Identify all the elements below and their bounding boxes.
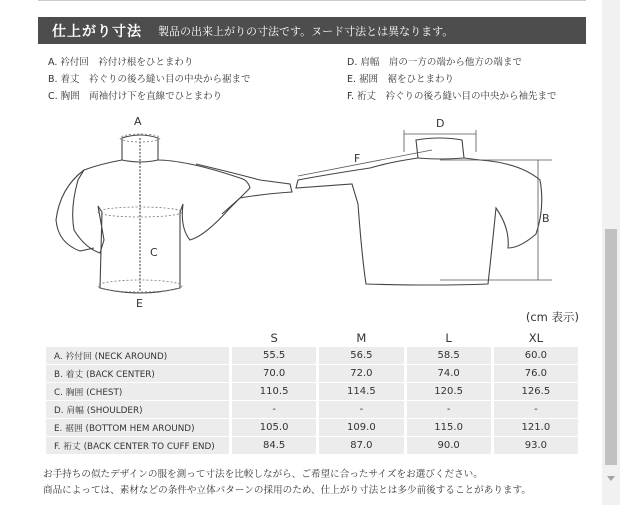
table-cell: 109.0 [319, 419, 403, 436]
label-a: A [134, 115, 142, 128]
table-row [46, 401, 578, 418]
row-label: B. 着丈 (BACK CENTER) [46, 365, 229, 382]
label-b: B [542, 212, 550, 225]
size-header-s: S [270, 330, 278, 345]
table-cell: 87.0 [319, 437, 403, 454]
note-line-1: お手持ちの似たデザインの服を測って寸法を比較しながら、ご希望に合ったサイズをお選びください。 [43, 469, 483, 480]
table-cell: 90.0 [407, 437, 491, 454]
label-c: C [150, 246, 158, 259]
table-cell: 114.5 [319, 383, 403, 400]
table-cell: 121.0 [494, 419, 578, 436]
label-f: F [354, 152, 361, 165]
top-divider [38, 0, 586, 1]
label-d: D [436, 117, 445, 130]
table-cell: - [494, 401, 578, 418]
table-cell: 105.0 [232, 419, 316, 436]
table-cell: - [232, 401, 316, 418]
table-row [46, 419, 578, 436]
row-label: F. 裄丈 (BACK CENTER TO CUFF END) [46, 437, 229, 454]
definition-a: A. 衿付回 衿付け根をひとまわり [48, 57, 194, 68]
row-label: D. 肩幅 (SHOULDER) [46, 401, 229, 418]
definition-c: C. 胸囲 両袖付け下を直線でひとまわり [48, 91, 223, 102]
row-label: E. 裾囲 (BOTTOM HEM AROUND) [46, 419, 229, 436]
table-cell: 56.5 [319, 347, 403, 364]
definition-f: F. 裄丈 衿ぐりの後ろ縫い目の中央から袖先まで [347, 91, 557, 102]
table-cell: 110.5 [232, 383, 316, 400]
vertical-scrollbar[interactable] [602, 0, 620, 505]
definitions-right [347, 54, 556, 105]
table-row [46, 347, 578, 364]
table-cell: 74.0 [407, 365, 491, 382]
table-row [46, 365, 578, 382]
definition-b: B. 着丈 衿ぐりの後ろ縫い目の中央から裾まで [48, 74, 251, 85]
note-line-2: 商品によっては、素材などの条件や立体パターンの採用のため、仕上がり寸法とは多少前後することがあります。 [43, 485, 531, 496]
table-cell: 115.0 [407, 419, 491, 436]
table-row [46, 383, 578, 400]
row-label: C. 胸囲 (CHEST) [46, 383, 229, 400]
section-title: 仕上がり寸法 [52, 23, 142, 40]
scroll-down-arrow-icon[interactable] [607, 476, 615, 481]
table-cell: - [319, 401, 403, 418]
table-cell: 84.5 [232, 437, 316, 454]
table-cell: 55.5 [232, 347, 316, 364]
back-measure-guides [298, 130, 552, 280]
table-cell: 70.0 [232, 365, 316, 382]
scrollbar-thumb[interactable] [605, 229, 617, 465]
row-label: A. 衿付回 (NECK AROUND) [46, 347, 229, 364]
table-cell: - [407, 401, 491, 418]
table-cell: 76.0 [494, 365, 578, 382]
definition-d: D. 肩幅 肩の一方の端から他方の端まで [347, 57, 522, 68]
table-row [46, 437, 578, 454]
front-jacket-illustration [56, 135, 292, 293]
size-header-xl: XL [528, 330, 544, 345]
section-header [38, 17, 586, 44]
definitions-left [48, 54, 251, 105]
table-cell: 60.0 [494, 347, 578, 364]
size-header-l: L [445, 330, 452, 345]
label-e: E [136, 297, 143, 310]
size-table [43, 328, 581, 455]
table-cell: 120.5 [407, 383, 491, 400]
table-cell: 72.0 [319, 365, 403, 382]
size-header-m: M [356, 330, 367, 345]
definition-e: E. 裾囲 裾をひとまわり [347, 74, 455, 85]
section-subtitle: 製品の出来上がりの寸法です。ヌード寸法とは異なります。 [158, 24, 454, 38]
table-cell: 93.0 [494, 437, 578, 454]
table-cell: 58.5 [407, 347, 491, 364]
size-header-row [46, 329, 578, 346]
garment-diagram [40, 108, 588, 313]
table-cell: 126.5 [494, 383, 578, 400]
unit-label: (cm 表示) [525, 310, 579, 324]
